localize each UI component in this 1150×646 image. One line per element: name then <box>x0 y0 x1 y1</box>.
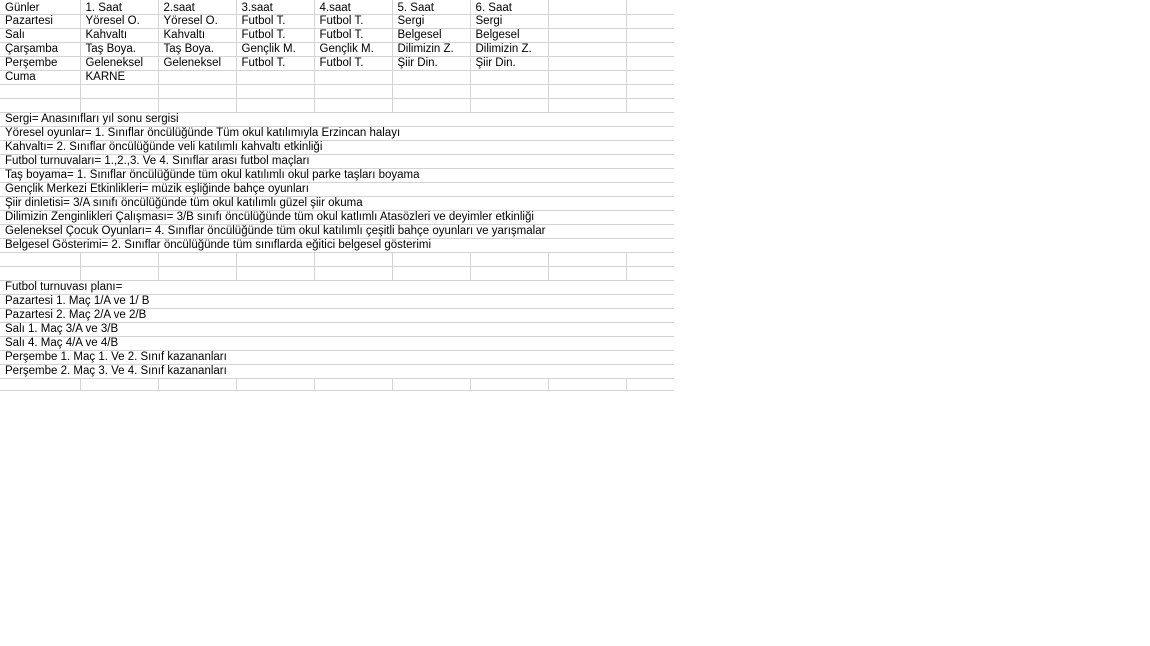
empty-cell[interactable] <box>158 70 236 84</box>
football-match-line-row <box>0 322 674 336</box>
football-match-line-row <box>0 308 674 322</box>
football-match-line-row <box>0 350 674 364</box>
empty-cell[interactable] <box>626 70 674 84</box>
empty-cell[interactable] <box>626 98 674 112</box>
legend-line[interactable]: Belgesel Gösterimi= 2. Sınıflar öncülüğünde tüm sınıflarda eğitici belgesel gösterimi <box>0 238 674 252</box>
empty-row <box>0 98 674 112</box>
schedule-activity-cell[interactable]: Futbol T. <box>314 14 392 28</box>
schedule-activity-cell[interactable]: KARNE <box>80 70 158 84</box>
empty-cell[interactable] <box>392 70 470 84</box>
empty-cell[interactable] <box>626 252 674 266</box>
empty-cell[interactable] <box>80 266 158 280</box>
football-plan-title-row <box>0 280 674 294</box>
empty-cell[interactable] <box>626 42 674 56</box>
empty-cell[interactable] <box>392 98 470 112</box>
empty-cell[interactable] <box>626 14 674 28</box>
empty-cell[interactable] <box>626 378 674 391</box>
schedule-row <box>0 14 674 28</box>
empty-cell[interactable] <box>158 378 236 391</box>
schedule-activity-cell[interactable]: Geleneksel <box>158 56 236 70</box>
schedule-activity-cell[interactable]: Belgesel <box>392 28 470 42</box>
empty-cell[interactable] <box>80 252 158 266</box>
schedule-header-cell[interactable]: 6. Saat <box>470 0 548 14</box>
schedule-header-cell[interactable]: 4.saat <box>314 0 392 14</box>
empty-cell[interactable] <box>548 14 626 28</box>
legend-line-row <box>0 140 674 154</box>
legend-line-row <box>0 196 674 210</box>
empty-cell[interactable] <box>0 378 80 391</box>
schedule-activity-cell[interactable]: Futbol T. <box>236 28 314 42</box>
spreadsheet-grid <box>0 0 674 391</box>
legend-line[interactable]: Kahvaltı= 2. Sınıflar öncülüğünde veli katılımlı kahvaltı etkinliği <box>0 140 674 154</box>
empty-cell[interactable] <box>470 98 548 112</box>
empty-cell[interactable] <box>548 378 626 391</box>
schedule-day-cell[interactable]: Salı <box>0 28 80 42</box>
schedule-activity-cell[interactable]: Futbol T. <box>236 56 314 70</box>
schedule-header-cell[interactable]: 3.saat <box>236 0 314 14</box>
empty-cell[interactable] <box>158 266 236 280</box>
legend-line-row <box>0 182 674 196</box>
schedule-activity-cell[interactable]: Şiir Din. <box>470 56 548 70</box>
empty-cell[interactable] <box>470 84 548 98</box>
schedule-activity-cell[interactable]: Taş Boya. <box>80 42 158 56</box>
football-match-line-row <box>0 336 674 350</box>
empty-cell[interactable] <box>392 266 470 280</box>
schedule-row <box>0 70 674 84</box>
football-match-line[interactable]: Salı 1. Maç 3/A ve 3/B <box>0 322 674 336</box>
sheet-table <box>0 0 674 391</box>
empty-cell[interactable] <box>548 266 626 280</box>
empty-cell[interactable] <box>392 378 470 391</box>
empty-cell[interactable] <box>626 56 674 70</box>
schedule-activity-cell[interactable]: Taş Boya. <box>158 42 236 56</box>
schedule-header-cell[interactable]: 1. Saat <box>80 0 158 14</box>
empty-cell[interactable] <box>548 0 626 14</box>
schedule-row <box>0 28 674 42</box>
schedule-activity-cell[interactable]: Gençlik M. <box>236 42 314 56</box>
football-plan-title[interactable]: Futbol turnuvası planı= <box>0 280 674 294</box>
empty-row <box>0 266 674 280</box>
legend-line-row <box>0 126 674 140</box>
legend-line[interactable]: Dilimizin Zenginlikleri Çalışması= 3/B sınıfı öncülüğünde tüm okul katlımlı Atasözleri ve deyimler etkinliği <box>0 210 674 224</box>
empty-cell[interactable] <box>548 28 626 42</box>
schedule-activity-cell[interactable]: Futbol T. <box>314 56 392 70</box>
football-match-line[interactable]: Pazartesi 2. Maç 2/A ve 2/B <box>0 308 674 322</box>
schedule-header-cell[interactable]: 2.saat <box>158 0 236 14</box>
empty-cell[interactable] <box>236 252 314 266</box>
empty-cell[interactable] <box>548 84 626 98</box>
schedule-activity-cell[interactable]: Sergi <box>392 14 470 28</box>
legend-line-row <box>0 112 674 126</box>
legend-line-row <box>0 154 674 168</box>
football-match-line[interactable]: Perşembe 1. Maç 1. Ve 2. Sınıf kazananları <box>0 350 674 364</box>
empty-cell[interactable] <box>158 84 236 98</box>
empty-cell[interactable] <box>236 84 314 98</box>
football-match-line[interactable]: Perşembe 2. Maç 3. Ve 4. Sınıf kazananları <box>0 364 674 378</box>
empty-cell[interactable] <box>470 378 548 391</box>
schedule-day-cell[interactable]: Perşembe <box>0 56 80 70</box>
schedule-activity-cell[interactable]: Sergi <box>470 14 548 28</box>
empty-cell[interactable] <box>626 0 674 14</box>
empty-cell[interactable] <box>80 378 158 391</box>
empty-cell[interactable] <box>0 252 80 266</box>
empty-cell[interactable] <box>236 98 314 112</box>
legend-line[interactable]: Yöresel oyunlar= 1. Sınıflar öncülüğünde Tüm okul katılımıyla Erzincan halayı <box>0 126 674 140</box>
schedule-activity-cell[interactable]: Geleneksel <box>80 56 158 70</box>
schedule-day-cell[interactable]: Pazartesi <box>0 14 80 28</box>
empty-cell[interactable] <box>0 266 80 280</box>
legend-line[interactable]: Futbol turnuvaları= 1.,2.,3. Ve 4. Sınıflar arası futbol maçları <box>0 154 674 168</box>
empty-cell[interactable] <box>158 252 236 266</box>
legend-line-row <box>0 238 674 252</box>
legend-line[interactable]: Şiir dinletisi= 3/A sınıfı öncülüğünde tüm okul katılımlı güzel şiir okuma <box>0 196 674 210</box>
schedule-activity-cell[interactable]: Belgesel <box>470 28 548 42</box>
empty-cell[interactable] <box>314 98 392 112</box>
empty-cell[interactable] <box>0 84 80 98</box>
schedule-activity-cell[interactable]: Yöresel O. <box>158 14 236 28</box>
empty-cell[interactable] <box>314 84 392 98</box>
empty-cell[interactable] <box>80 84 158 98</box>
empty-cell[interactable] <box>314 70 392 84</box>
empty-cell[interactable] <box>314 252 392 266</box>
empty-cell[interactable] <box>158 98 236 112</box>
legend-line-row <box>0 224 674 238</box>
legend-line-row <box>0 168 674 182</box>
schedule-activity-cell[interactable]: Dilimizin Z. <box>470 42 548 56</box>
empty-cell[interactable] <box>392 252 470 266</box>
legend-line[interactable]: Sergi= Anasınıfları yıl sonu sergisi <box>0 112 674 126</box>
empty-cell[interactable] <box>236 266 314 280</box>
empty-cell[interactable] <box>626 266 674 280</box>
schedule-activity-cell[interactable]: Futbol T. <box>236 14 314 28</box>
legend-line[interactable]: Geleneksel Çocuk Oyunları= 4. Sınıflar öncülüğünde tüm okul katılımlı çeşitli bahçe oyunları ve yarışmalar <box>0 224 674 238</box>
empty-cell[interactable] <box>392 84 470 98</box>
schedule-day-cell[interactable]: Çarşamba <box>0 42 80 56</box>
empty-cell[interactable] <box>470 70 548 84</box>
empty-cell[interactable] <box>0 98 80 112</box>
football-match-line-row <box>0 294 674 308</box>
schedule-activity-cell[interactable]: Şiir Din. <box>392 56 470 70</box>
empty-cell[interactable] <box>548 56 626 70</box>
legend-line-row <box>0 210 674 224</box>
empty-row <box>0 84 674 98</box>
football-match-line[interactable]: Salı 4. Maç 4/A ve 4/B <box>0 336 674 350</box>
legend-line[interactable]: Gençlik Merkezi Etkinlikleri= müzik eşliğinde bahçe oyunları <box>0 182 674 196</box>
empty-cell[interactable] <box>236 70 314 84</box>
schedule-day-cell[interactable]: Cuma <box>0 70 80 84</box>
schedule-activity-cell[interactable]: Futbol T. <box>314 28 392 42</box>
schedule-header-cell[interactable]: 5. Saat <box>392 0 470 14</box>
schedule-header-cell[interactable]: Günler <box>0 0 80 14</box>
football-match-line[interactable]: Pazartesi 1. Maç 1/A ve 1/ B <box>0 294 674 308</box>
empty-cell[interactable] <box>470 252 548 266</box>
empty-cell[interactable] <box>236 378 314 391</box>
schedule-activity-cell[interactable]: Kahvaltı <box>80 28 158 42</box>
schedule-activity-cell[interactable]: Dilimizin Z. <box>392 42 470 56</box>
empty-cell[interactable] <box>470 266 548 280</box>
schedule-row <box>0 56 674 70</box>
empty-cell[interactable] <box>626 28 674 42</box>
football-match-line-row <box>0 364 674 378</box>
empty-cell[interactable] <box>548 252 626 266</box>
empty-cell[interactable] <box>80 98 158 112</box>
empty-row <box>0 252 674 266</box>
schedule-activity-cell[interactable]: Yöresel O. <box>80 14 158 28</box>
empty-cell[interactable] <box>626 84 674 98</box>
empty-cell[interactable] <box>548 70 626 84</box>
empty-row <box>0 378 674 391</box>
empty-cell[interactable] <box>548 42 626 56</box>
legend-line[interactable]: Taş boyama= 1. Sınıflar öncülüğünde tüm okul katılımlı okul parke taşları boyama <box>0 168 674 182</box>
schedule-row <box>0 42 674 56</box>
schedule-activity-cell[interactable]: Kahvaltı <box>158 28 236 42</box>
schedule-header-row <box>0 0 674 14</box>
empty-cell[interactable] <box>314 266 392 280</box>
empty-cell[interactable] <box>548 98 626 112</box>
empty-cell[interactable] <box>314 378 392 391</box>
schedule-activity-cell[interactable]: Gençlik M. <box>314 42 392 56</box>
